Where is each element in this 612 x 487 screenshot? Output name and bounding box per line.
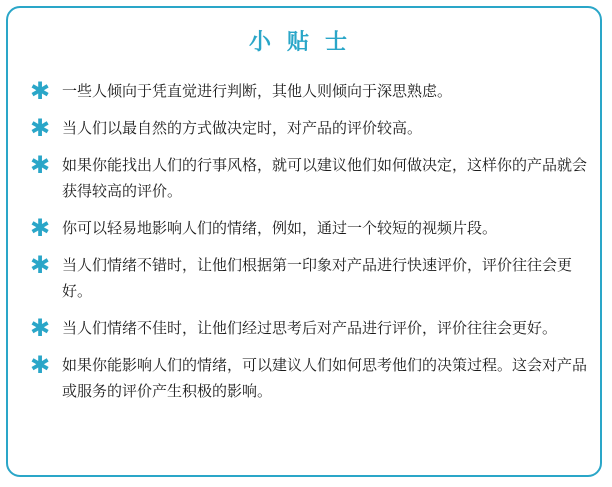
tip-item xyxy=(30,215,590,241)
tip-item xyxy=(30,78,590,104)
tip-item xyxy=(30,315,590,341)
asterisk-icon: ✱ xyxy=(30,114,51,142)
tip-item xyxy=(30,115,590,141)
tip-text: 一些人倾向于凭直觉进行判断，其他人则倾向于深思熟虑。 xyxy=(62,82,453,100)
tip-text: 当人们以最自然的方式做决定时，对产品的评价较高。 xyxy=(62,119,423,137)
tip-text: 当人们情绪不佳时，让他们经过思考后对产品进行评价，评价往往会更好。 xyxy=(62,319,558,337)
tips-list xyxy=(30,78,590,415)
tip-item xyxy=(30,252,590,304)
tip-text: 当人们情绪不错时，让他们根据第一印象对产品进行快速评价，评价往往会更好。 xyxy=(62,256,573,300)
tips-title: 小贴士 xyxy=(248,30,363,55)
asterisk-icon: ✱ xyxy=(30,314,51,342)
tip-item xyxy=(30,352,590,404)
tip-text: 如果你能影响人们的情绪，可以建议人们如何思考他们的决策过程。这会对产品或服务的评价产生积极的影响。 xyxy=(62,356,588,400)
asterisk-icon: ✱ xyxy=(30,151,51,179)
tip-text: 如果你能找出人们的行事风格，就可以建议他们如何做决定，这样你的产品就会获得较高的评价。 xyxy=(62,156,588,200)
asterisk-icon: ✱ xyxy=(30,77,51,105)
asterisk-icon: ✱ xyxy=(30,351,51,379)
tip-text: 你可以轻易地影响人们的情绪，例如，通过一个较短的视频片段。 xyxy=(62,219,498,237)
tip-item xyxy=(30,152,590,204)
asterisk-icon: ✱ xyxy=(30,251,51,279)
asterisk-icon: ✱ xyxy=(30,214,51,242)
